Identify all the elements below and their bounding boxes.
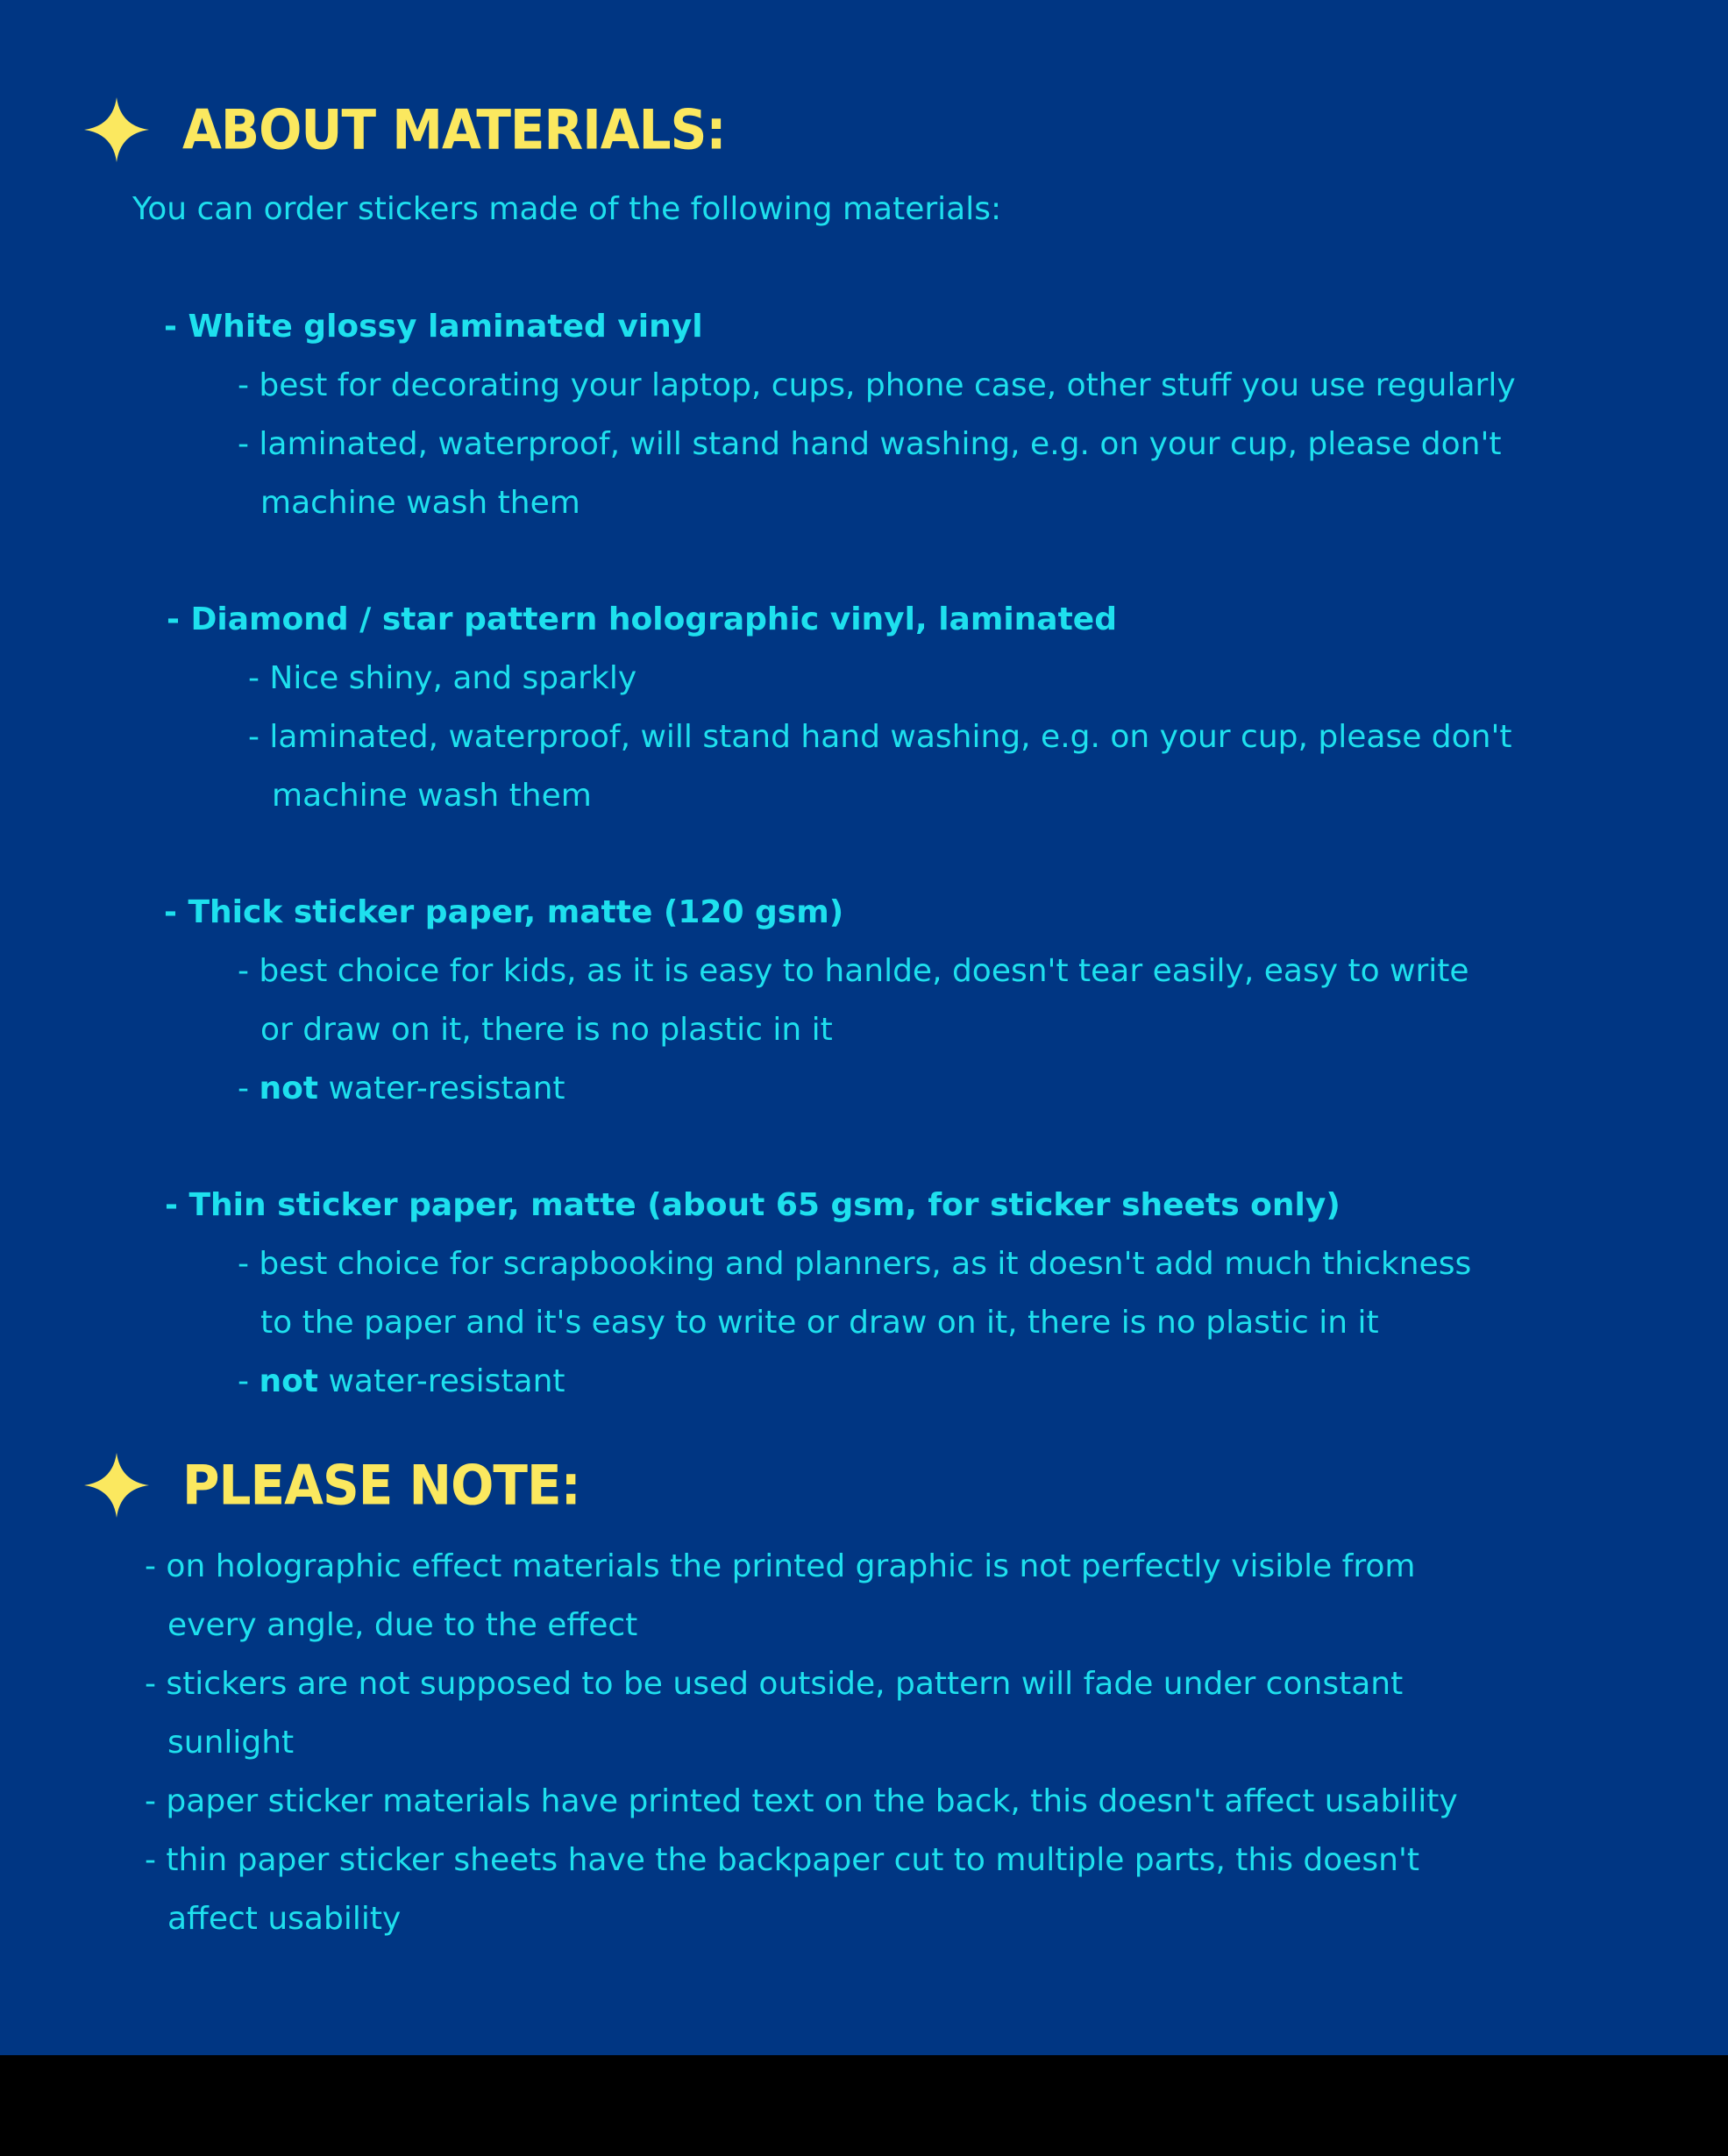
material-name-thick-paper: - Thick sticker paper, matte (120 gsm): [164, 894, 844, 930]
note-line: affect usability: [167, 1901, 402, 1937]
please-note-title: PLEASE NOTE:: [182, 1453, 580, 1518]
sparkle-star-icon: [84, 97, 149, 162]
sparkle-star-icon: [84, 1453, 149, 1518]
material-detail-line: machine wash them: [260, 485, 580, 521]
note-line: - on holographic effect materials the printed graphic is not perfectly visible from: [145, 1548, 1416, 1584]
material-name-thin-paper: - Thin sticker paper, matte (about 65 gsm, for sticker sheets only): [165, 1187, 1340, 1223]
intro-text: You can order stickers made of the following materials:: [132, 191, 1002, 227]
material-detail-line: machine wash them: [272, 778, 592, 814]
material-water-note: - not water-resistant: [238, 1363, 565, 1399]
material-name-white-glossy-vinyl: - White glossy laminated vinyl: [164, 309, 703, 345]
about-materials-heading: [84, 96, 726, 163]
material-name-holographic-vinyl: - Diamond / star pattern holographic vinyl, laminated: [167, 601, 1117, 637]
material-detail-line: - best for decorating your laptop, cups, phone case, other stuff you use regularly: [238, 367, 1516, 403]
material-detail-line: - best choice for kids, as it is easy to hanlde, doesn't tear easily, easy to write: [238, 953, 1469, 989]
material-detail-line: to the paper and it's easy to write or draw on it, there is no plastic in it: [260, 1305, 1379, 1341]
note-line: - thin paper sticker sheets have the backpaper cut to multiple parts, this doesn't: [145, 1842, 1420, 1878]
material-detail-line: - laminated, waterproof, will stand hand washing, e.g. on your cup, please don't: [248, 719, 1512, 755]
material-detail-line: - Nice shiny, and sparkly: [248, 660, 637, 696]
not-emphasis: not: [259, 1071, 319, 1106]
about-materials-title: ABOUT MATERIALS:: [182, 97, 726, 162]
material-water-note: - not water-resistant: [238, 1071, 565, 1106]
note-line: - stickers are not supposed to be used outside, pattern will fade under constant: [145, 1666, 1404, 1702]
please-note-heading: [84, 1452, 580, 1519]
not-emphasis: not: [259, 1363, 319, 1399]
material-detail-line: - best choice for scrapbooking and planners, as it doesn't add much thickness: [238, 1246, 1472, 1282]
material-detail-line: or draw on it, there is no plastic in it: [260, 1012, 833, 1048]
note-line: - paper sticker materials have printed text on the back, this doesn't affect usability: [145, 1783, 1458, 1819]
material-detail-line: - laminated, waterproof, will stand hand washing, e.g. on your cup, please don't: [238, 426, 1502, 462]
note-line: every angle, due to the effect: [167, 1607, 638, 1643]
note-line: sunlight: [167, 1725, 295, 1761]
